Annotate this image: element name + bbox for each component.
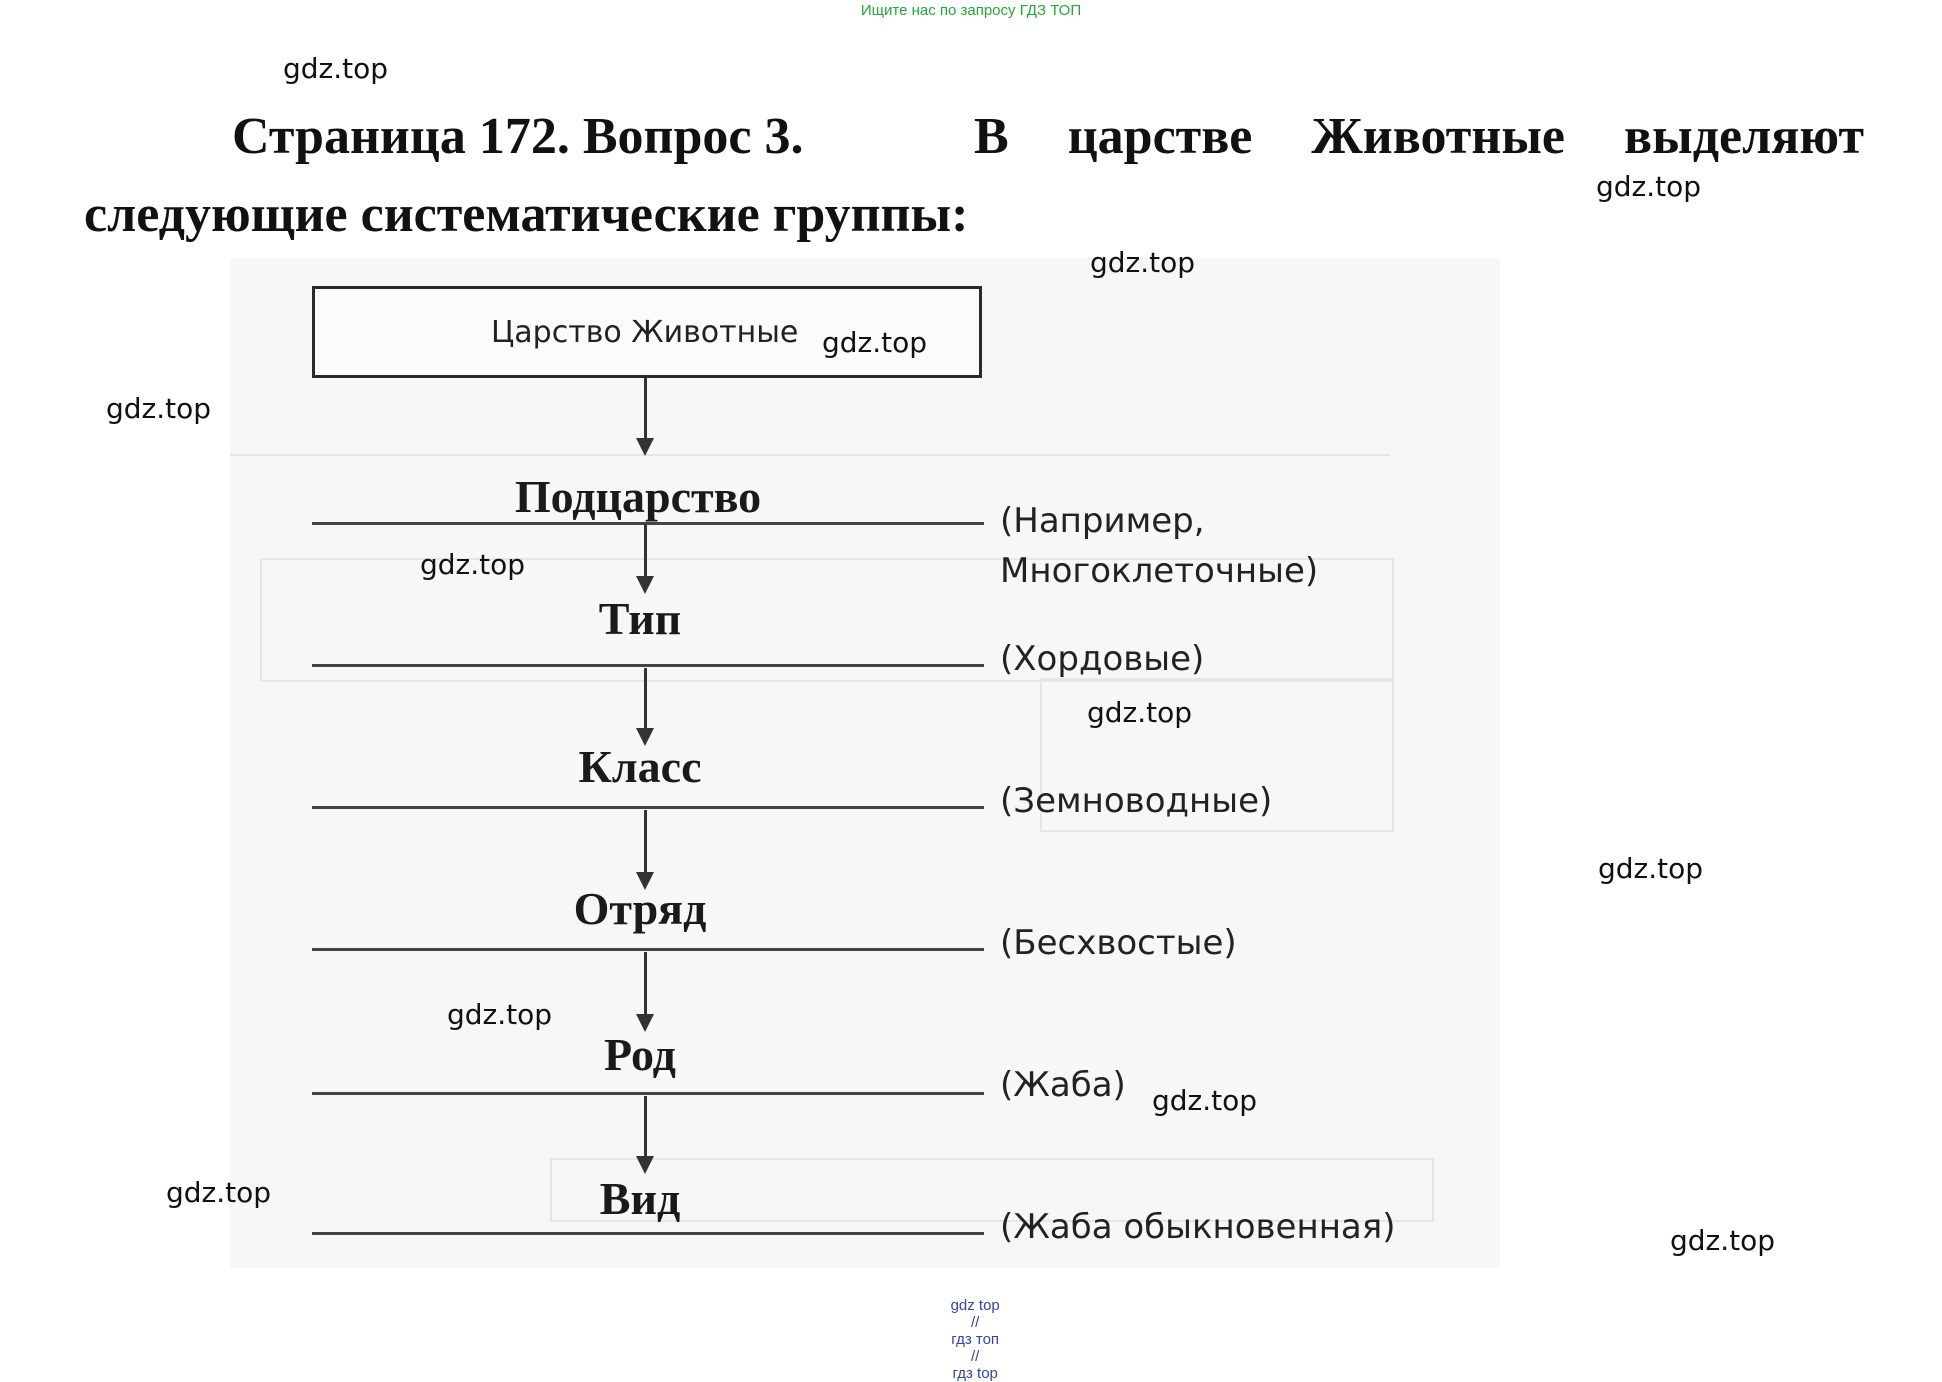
watermark: gdz.top — [166, 1176, 272, 1209]
kingdom-label: Царство Животные — [491, 315, 799, 350]
rank-line — [312, 806, 984, 809]
watermark: gdz.top — [106, 392, 212, 425]
footer-separator: // — [971, 1348, 980, 1365]
connector-line — [644, 378, 647, 438]
footer-separator: // — [971, 1314, 980, 1331]
footer-link[interactable]: гдз top — [952, 1365, 998, 1382]
watermark: gdz.top — [1596, 170, 1702, 203]
arrow-icon — [636, 438, 654, 456]
watermark: gdz.top — [447, 998, 553, 1031]
rank-example: (Жаба обыкновенная) — [1000, 1207, 1396, 1247]
watermark: gdz.top — [1087, 696, 1193, 729]
rank-species: Вид — [599, 1173, 681, 1224]
rank-line — [312, 1092, 984, 1095]
connector-line — [644, 1096, 647, 1156]
watermark: gdz.top — [1598, 852, 1704, 885]
watermark: gdz.top — [420, 548, 526, 581]
footer-links — [0, 1280, 1942, 1382]
question-number: Страница 172. Вопрос 3. — [232, 108, 804, 165]
rank-example: (Земноводные) — [1000, 781, 1273, 821]
watermark: gdz.top — [1152, 1084, 1258, 1117]
connector-line — [644, 952, 647, 1014]
rank-example: (Хордовые) — [1000, 639, 1205, 679]
heading-word: В — [974, 108, 1009, 165]
rank-phylum: Тип — [598, 593, 682, 644]
connector-line — [644, 524, 647, 576]
rank-example: (Бесхвостые) — [1000, 923, 1237, 963]
top-banner: Ищите нас по запросу ГДЗ ТОП — [860, 2, 1082, 19]
connector-line — [644, 810, 647, 872]
footer-link[interactable]: gdz top — [950, 1297, 1000, 1314]
rank-genus: Род — [604, 1029, 676, 1080]
rank-order: Отряд — [573, 883, 707, 934]
watermark: gdz.top — [1090, 246, 1196, 279]
rank-example: (Жаба) — [1000, 1065, 1126, 1105]
watermark: gdz.top — [283, 52, 389, 85]
heading-word: выделяют — [1624, 108, 1864, 165]
rank-line — [312, 948, 984, 951]
rank-subkingdom: Подцарство — [514, 471, 762, 522]
connector-line — [644, 668, 647, 728]
rank-line — [312, 1232, 984, 1235]
rank-line — [312, 522, 984, 525]
rank-class: Класс — [578, 741, 702, 792]
heading-word: Животные — [1311, 108, 1565, 165]
footer-link[interactable]: гдз топ — [951, 1331, 1000, 1348]
watermark: gdz.top — [1670, 1224, 1776, 1257]
rank-line — [312, 664, 984, 667]
rank-example: (Например, Многоклеточные) — [1000, 501, 1319, 591]
watermark: gdz.top — [822, 326, 928, 359]
heading-word: царстве — [1067, 108, 1253, 165]
heading-line-2: следующие систематические группы: — [84, 186, 969, 243]
